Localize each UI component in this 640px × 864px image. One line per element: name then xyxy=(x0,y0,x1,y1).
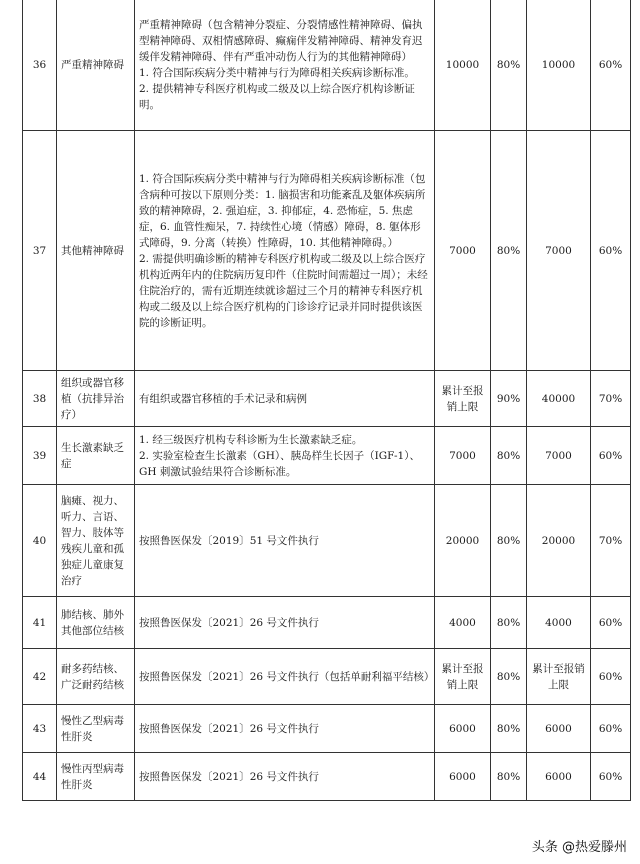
criteria-cell xyxy=(135,705,435,753)
row-number: 44 xyxy=(23,753,57,801)
criteria-cell xyxy=(135,753,435,801)
criteria-line: 严重精神障碍（包含精神分裂症、分裂情感性精神障碍、偏执型精神障碍、双相情感障碍、癫痫伴发精神障碍、精神发育迟缓伴发精神障碍、伴有严重冲动伤人行为的其他精神障碍） xyxy=(139,18,423,63)
watermark: 头条 @热爱滕州 xyxy=(529,835,630,856)
criteria-line: 2. 需提供明确诊断的精神专科医疗机构或二级及以上综合医疗机构近两年内的住院病历复印件（住院时间需超过一周）；未经住院治疗的，需有近期连续就诊超过三个月的精神专科医疗机构或二级及以上综合医疗机构的门诊诊疗记录并同时提供该医院的诊断证明。 xyxy=(139,252,428,329)
row-number: 40 xyxy=(23,485,57,597)
annual-limit: 20000 xyxy=(435,485,491,597)
row-number: 38 xyxy=(23,371,57,427)
table-row xyxy=(23,0,631,131)
reimbursement-rate-secondary: 60% xyxy=(591,753,631,801)
table-row xyxy=(23,427,631,485)
row-number: 43 xyxy=(23,705,57,753)
annual-limit-secondary: 20000 xyxy=(527,485,591,597)
disease-name: 耐多药结核、广泛耐药结核 xyxy=(57,649,135,705)
table-row xyxy=(23,649,631,705)
table-row xyxy=(23,597,631,649)
reimbursement-rate: 80% xyxy=(491,649,527,705)
reimbursement-rate-secondary: 60% xyxy=(591,597,631,649)
table-row xyxy=(23,131,631,371)
annual-limit: 累计至报销上限 xyxy=(435,371,491,427)
row-number: 36 xyxy=(23,0,57,131)
annual-limit-secondary: 4000 xyxy=(527,597,591,649)
annual-limit: 6000 xyxy=(435,705,491,753)
table-row xyxy=(23,753,631,801)
reimbursement-rate: 80% xyxy=(491,0,527,131)
criteria-line: 1. 符合国际疾病分类中精神与行为障碍相关疾病诊断标准（包含病种可按以下原则分类：1. 脑损害和功能紊乱及躯体疾病所致的精神障碍，2. 强迫症，3. 抑郁症，4. 恐怖症，5. 焦虑症，6. 血管性痴呆，7. 持续性心境（情感）障碍，8. 躯体形式障碍，9. 分离（转换）性障碍，10. 其他精神障碍。） xyxy=(139,172,426,249)
annual-limit-secondary: 10000 xyxy=(527,0,591,131)
row-number: 39 xyxy=(23,427,57,485)
disease-name: 慢性丙型病毒性肝炎 xyxy=(57,753,135,801)
reimbursement-rate-secondary: 60% xyxy=(591,427,631,485)
criteria-cell xyxy=(135,485,435,597)
table-row xyxy=(23,705,631,753)
reimbursement-rate: 80% xyxy=(491,131,527,371)
annual-limit: 10000 xyxy=(435,0,491,131)
annual-limit-secondary: 累计至报销上限 xyxy=(527,649,591,705)
criteria-line: 按照鲁医保发〔2021〕26 号文件执行（包括单耐利福平结核） xyxy=(139,670,435,683)
table-row xyxy=(23,485,631,597)
reimbursement-rate-secondary: 60% xyxy=(591,131,631,371)
criteria-line: 1. 经三级医疗机构专科诊断为生长激素缺乏症。 xyxy=(139,433,363,446)
reimbursement-rate: 80% xyxy=(491,753,527,801)
reimbursement-rate: 80% xyxy=(491,597,527,649)
disease-name: 生长激素缺乏症 xyxy=(57,427,135,485)
annual-limit-secondary: 7000 xyxy=(527,427,591,485)
reimbursement-rate-secondary: 70% xyxy=(591,371,631,427)
reimbursement-rate-secondary: 60% xyxy=(591,0,631,131)
disease-policy-table xyxy=(22,0,631,801)
annual-limit: 7000 xyxy=(435,131,491,371)
reimbursement-rate-secondary: 60% xyxy=(591,649,631,705)
annual-limit: 累计至报销上限 xyxy=(435,649,491,705)
disease-name: 其他精神障碍 xyxy=(57,131,135,371)
criteria-line: 按照鲁医保发〔2021〕26 号文件执行 xyxy=(139,616,319,629)
criteria-cell xyxy=(135,649,435,705)
table-row xyxy=(23,371,631,427)
criteria-line: 按照鲁医保发〔2019〕51 号文件执行 xyxy=(139,534,319,547)
reimbursement-rate-secondary: 60% xyxy=(591,705,631,753)
criteria-line: 1. 符合国际疾病分类中精神与行为障碍相关疾病诊断标准。 xyxy=(139,66,415,79)
annual-limit-secondary: 6000 xyxy=(527,705,591,753)
reimbursement-rate: 80% xyxy=(491,427,527,485)
disease-name: 严重精神障碍 xyxy=(57,0,135,131)
disease-name: 脑瘫、视力、听力、言语、智力、肢体等残疾儿童和孤独症儿童康复治疗 xyxy=(57,485,135,597)
reimbursement-rate: 90% xyxy=(491,371,527,427)
criteria-line: 按照鲁医保发〔2021〕26 号文件执行 xyxy=(139,770,319,783)
criteria-line: 2. 提供精神专科医疗机构或二级及以上综合医疗机构诊断证明。 xyxy=(139,82,415,111)
disease-name: 肺结核、肺外其他部位结核 xyxy=(57,597,135,649)
row-number: 42 xyxy=(23,649,57,705)
reimbursement-rate: 80% xyxy=(491,705,527,753)
annual-limit-secondary: 6000 xyxy=(527,753,591,801)
criteria-line: 有组织或器官移植的手术记录和病例 xyxy=(139,392,307,405)
criteria-line: 按照鲁医保发〔2021〕26 号文件执行 xyxy=(139,722,319,735)
annual-limit: 4000 xyxy=(435,597,491,649)
criteria-cell xyxy=(135,427,435,485)
annual-limit: 6000 xyxy=(435,753,491,801)
criteria-cell xyxy=(135,131,435,371)
table-body xyxy=(23,0,631,801)
disease-name: 组织或器官移植（抗排异治疗） xyxy=(57,371,135,427)
reimbursement-rate-secondary: 70% xyxy=(591,485,631,597)
annual-limit-secondary: 40000 xyxy=(527,371,591,427)
criteria-cell xyxy=(135,0,435,131)
row-number: 41 xyxy=(23,597,57,649)
row-number: 37 xyxy=(23,131,57,371)
annual-limit: 7000 xyxy=(435,427,491,485)
reimbursement-rate: 80% xyxy=(491,485,527,597)
annual-limit-secondary: 7000 xyxy=(527,131,591,371)
criteria-cell xyxy=(135,597,435,649)
criteria-line: 2. 实验室检查生长激素（GH）、胰岛样生长因子（IGF-1）、GH 刺激试验结果符合诊断标准。 xyxy=(139,449,420,478)
disease-name: 慢性乙型病毒性肝炎 xyxy=(57,705,135,753)
criteria-cell xyxy=(135,371,435,427)
